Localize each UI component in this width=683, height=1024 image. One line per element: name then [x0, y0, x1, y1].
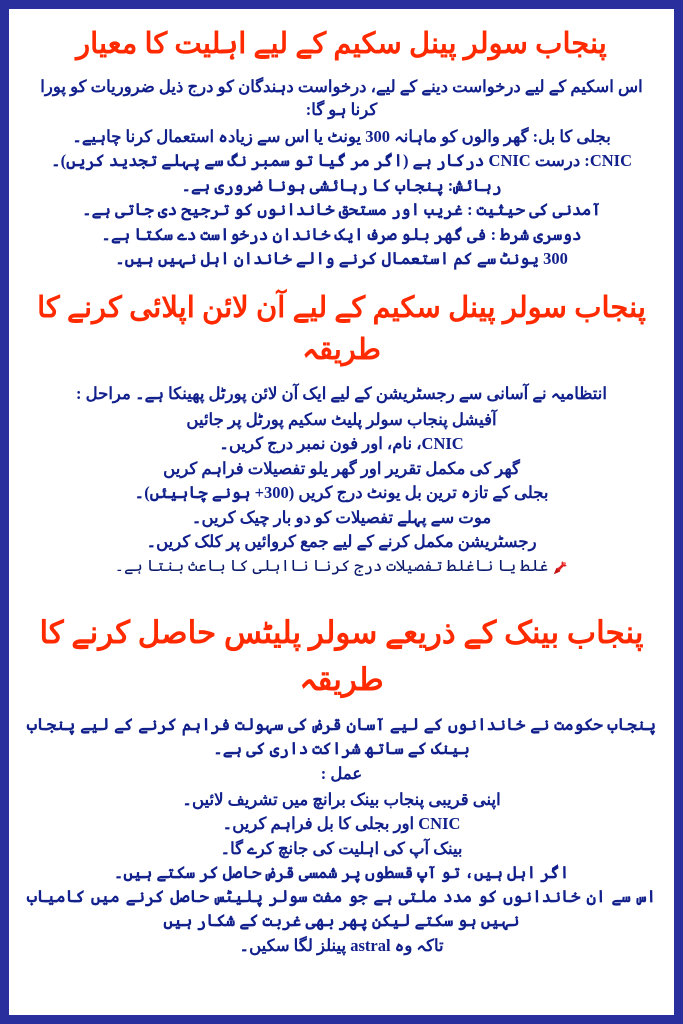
list-item: موت سے پہلے تفصیلات کو دو بار چیک کریں۔: [191, 507, 492, 527]
list-item: رہائش: پنجاب کا رہائشی ہونا ضروری ہے۔: [181, 175, 502, 195]
list-item: بجلی کے تازہ ترین بل یونٹ درج کریں (300+ ہونے چاہیئں)۔: [134, 483, 549, 503]
list-item: اپنی قریبی پنجاب بینک برانچ میں تشریف لائیں۔: [182, 789, 501, 809]
list-item: اگر اہل ہیں، تو آپ قسطوں پر شمسی قرض حاصل کر سکتے ہیں۔: [113, 863, 570, 882]
list-item: آفیشل پنجاب سولر پلیٹ سکیم پورٹل پر جائیں: [186, 409, 497, 429]
section-eligibility: [27, 23, 656, 270]
list-item: CNIC، نام، اور فون نمبر درج کریں۔: [219, 434, 464, 454]
section-punjab-bank: [27, 610, 656, 957]
list-item: آمدنی کی حیثیت : غریب اور مستحق خاندانوں کو ترجیح دی جاتی ہے۔: [81, 200, 602, 220]
online-apply-heading: پنجاب سولر پینل سکیم کے لیے آن لائن اپلائی کرنے کا طریقہ: [37, 292, 646, 367]
closing-line: اس سے ان خاندانوں کو مدد ملتی ہے جو مفت سولر پلیٹس حاصل کرنے میں کامیاب نہیں ہو سکتے لیکن پھر بھی غربت کے شکار ہیں: [27, 887, 657, 930]
punjab-bank-subheading: عمل :: [320, 764, 363, 784]
eligibility-intro: اس اسکیم کے لیے درخواست دینے کے لیے، درخواست دہندگان کو درج ذیل ضروریات کو پورا کرنا ہو گا:: [40, 77, 643, 120]
punjab-bank-intro: پنجاب حکومت نے خاندانوں کے لیے آسان قرض کی سہولت فراہم کرنے کے لیے پنجاب بینک کے ساتھ شراکت داری کی ہے۔: [27, 715, 656, 758]
warning-note-text: غلط یا ناغلط تفصیلات درج کرنا نااہلی کا باعث بنتا ہے۔: [114, 558, 549, 576]
list-item: CNIC: درست CNIC درکار ہے (اگر مر گیا تو سمبر نگ سے پہلے تجدید کریں)۔: [51, 151, 632, 171]
list-item: بینک آپ کی اہلیت کی جانچ کرے گا۔: [220, 838, 463, 858]
warning-note: [27, 556, 656, 576]
eligibility-heading: پنجاب سولر پینل سکیم کے لیے اہلیت کا معیار: [76, 28, 607, 60]
eligibility-list: [27, 125, 656, 271]
punjab-bank-steps: [27, 788, 656, 885]
closing-line: تاکہ وہ astral پینلز لگا سکیں۔: [239, 936, 444, 956]
list-item: 300 یونٹ سے کم استعمال کرنے والے خاندان اہل نہیں ہیں۔: [115, 249, 568, 268]
spacer: [27, 271, 656, 283]
online-apply-intro: انتظامیہ نے آسانی سے رجسٹریشن کے لیے ایک آن لائن پورٹل پھینکا ہے۔ مراحل :: [76, 383, 607, 403]
list-item: رجسٹریشن مکمل کرنے کے لیے جمع کروائیں پر کلک کریں۔: [146, 532, 537, 552]
punjab-bank-heading: پنجاب بینک کے ذریعے سولر پلیٹس حاصل کرنے کا طریقہ: [39, 615, 644, 697]
list-item: دوسری شرط : فی گھر بلو صرف ایک خاندان درخواست دے سکتا ہے۔: [101, 224, 582, 244]
online-apply-steps: [27, 408, 656, 554]
section-online-apply: [27, 287, 656, 576]
list-item: CNIC اور بجلی کا بل فراہم کریں۔: [222, 814, 461, 834]
list-item: بجلی کا بل: گھر والوں کو ماہانہ 300 یونٹ یا اس سے زیادہ استعمال کرنا چاہیے۔: [72, 126, 611, 146]
list-item: گھر کی مکمل تقریر اور گھر یلو تفصیلات فراہم کریں: [163, 458, 520, 478]
pushpin-icon: [553, 560, 568, 575]
spacer: [27, 576, 656, 592]
